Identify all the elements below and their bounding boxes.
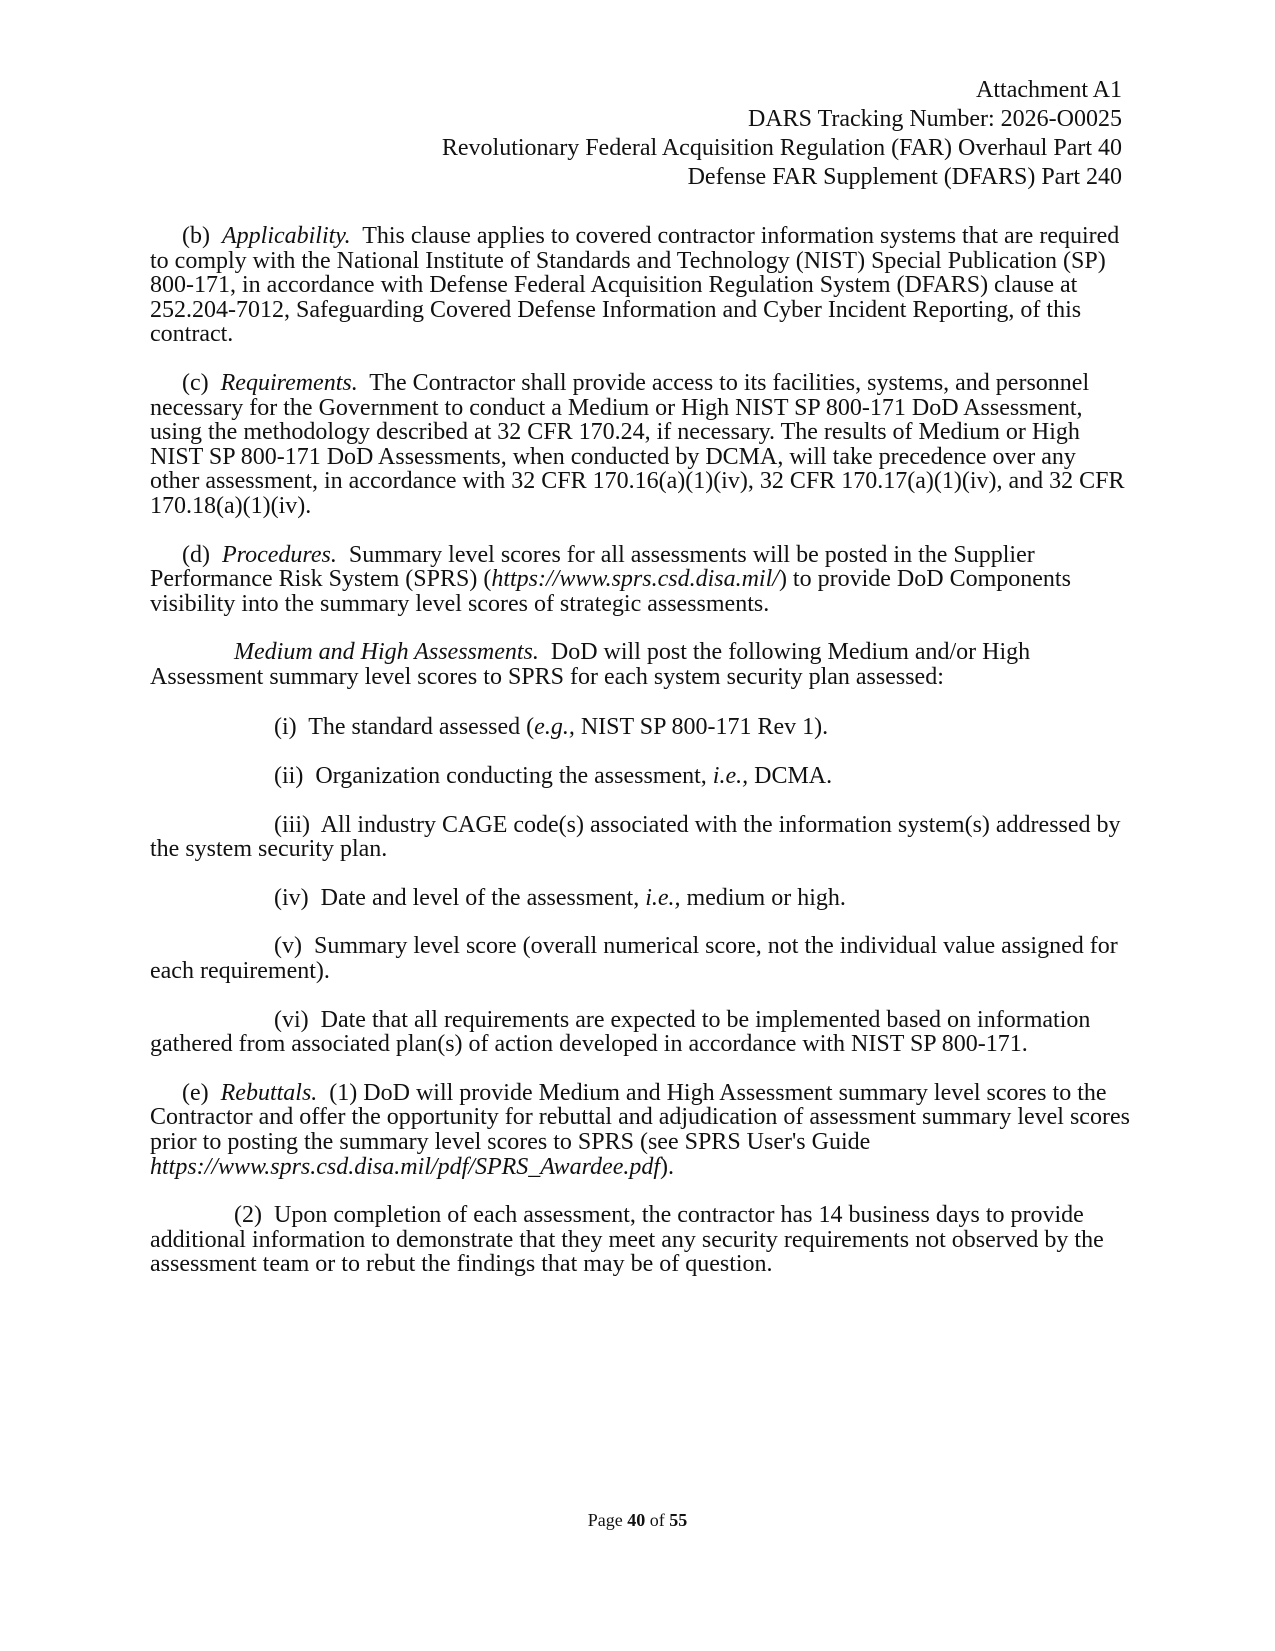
item-ii <box>150 763 1130 789</box>
paragraph-heading: Procedures. <box>221 541 337 568</box>
page-number: 40 <box>627 1510 646 1530</box>
item-text: The standard assessed ( <box>308 713 535 740</box>
paragraph-text: This clause applies to covered contractor information systems that are required to comply with the National Institute of Standards and Technology (NIST) Special Publication (SP) 800-171, in accordance with Defense Federal Acquisition Regulation System (DFARS) clause at 252.204-7012, Safeguarding Covered Defense Information and Cyber Incident Reporting, of this contract. <box>150 223 1120 348</box>
paragraph-d <box>150 543 1130 617</box>
paragraph-b <box>150 224 1130 347</box>
paragraph-number: (d) <box>182 541 210 568</box>
paragraph-heading: Applicability. <box>221 223 351 249</box>
clause-body <box>150 224 1130 1301</box>
item-number: (vi) <box>274 1006 309 1033</box>
header-far-part: Revolutionary Federal Acquisition Regulation (FAR) Overhaul Part 40 <box>441 135 1122 161</box>
header-dfars-part: Defense FAR Supplement (DFARS) Part 240 <box>687 164 1122 190</box>
item-text: Date that all requirements are expected to be implemented based on information gathered from associated plan(s) of action developed in accordance with NIST SP 800-171. <box>150 1006 1091 1058</box>
paragraph-heading: Rebuttals. <box>220 1079 318 1106</box>
paragraph-e <box>150 1081 1130 1179</box>
item-number: (v) <box>274 933 302 960</box>
sprs-link[interactable]: https://www.sprs.csd.disa.mil/ <box>491 566 779 593</box>
item-iv <box>150 886 1130 911</box>
paragraph-text: The Contractor shall provide access to its facilities, systems, and personnel necessary for the Government to conduct a Medium or High NIST SP 800-171 DoD Assessment, using the methodology described at 32 CFR 170.24, if necessary. The results of Medium or High NIST SP 800-171 DoD Assessments, when conducted by DCMA, will take precedence over any other assessment, in accordance with 32 CFR 170.16(a)(1)(iv), 32 CFR 170.17(a)(1)(iv), and 32 CFR 170.18(a)(1)(iv). <box>150 369 1125 519</box>
paragraph-e-2 <box>150 1203 1130 1277</box>
item-number: (iii) <box>274 811 310 838</box>
page-header <box>222 76 1122 192</box>
item-iii <box>150 813 1130 862</box>
item-text: medium or high. <box>680 884 846 911</box>
item-emphasis: i.e., <box>645 884 681 911</box>
item-text: NIST SP 800-171 Rev 1). <box>574 713 829 740</box>
paragraph-heading: Medium and High Assessments. <box>234 639 539 666</box>
paragraph-text: DoD will post the following Medium and/or High Assessment summary level scores to SPRS for each system security plan assessed: <box>150 639 1031 690</box>
paragraph-text: Upon completion of each assessment, the contractor has 14 business days to provide additional information to demonstrate that they meet any security requirements not observed by the assessment team or to rebut the findings that may be of question. <box>150 1202 1104 1278</box>
paragraph-text: ) to provide DoD Components visibility into the summary level scores of strategic assessments. <box>150 566 1071 617</box>
item-v <box>150 934 1130 983</box>
paragraph-number: (c) <box>182 369 209 396</box>
paragraph-number: (2) <box>234 1202 262 1229</box>
page-total: 55 <box>669 1510 688 1530</box>
paragraph-medium-high <box>150 640 1130 689</box>
item-text: DCMA. <box>748 763 833 790</box>
item-i <box>150 714 1130 740</box>
item-emphasis: i.e., <box>712 763 749 790</box>
item-number: (ii) <box>274 763 304 790</box>
header-attachment: Attachment A1 <box>976 77 1122 103</box>
of-label: of <box>649 1510 665 1530</box>
header-tracking-number: DARS Tracking Number: 2026-O0025 <box>747 106 1122 132</box>
sprs-guide-link[interactable]: https://www.sprs.csd.disa.mil/pdf/SPRS_Awardee.pdf <box>150 1153 661 1180</box>
paragraph-text: Summary level scores for all assessments will be posted in the Supplier Performance Risk System (SPRS) ( <box>150 541 1035 593</box>
page-label: Page <box>587 1510 623 1530</box>
item-emphasis: e.g., <box>534 713 575 740</box>
paragraph-number: (e) <box>182 1079 209 1106</box>
paragraph-number: (b) <box>182 223 210 249</box>
item-text: Date and level of the assessment, <box>320 884 646 911</box>
paragraph-heading: Requirements. <box>220 369 358 396</box>
paragraph-c <box>150 371 1130 519</box>
paragraph-text: (1) DoD will provide Medium and High Assessment summary level scores to the Contractor and offer the opportunity for rebuttal and adjudication of assessment summary level scores prior to posting the summary level scores to SPRS (see SPRS User's Guide <box>150 1079 1130 1156</box>
item-number: (iv) <box>274 884 309 911</box>
item-number: (i) <box>274 713 297 740</box>
paragraph-text: ). <box>660 1153 675 1180</box>
page-footer <box>0 1509 1275 1531</box>
item-text: Organization conducting the assessment, <box>315 763 713 790</box>
item-vi <box>150 1008 1130 1057</box>
item-text: Summary level score (overall numerical score, not the individual value assigned for each requirement). <box>150 933 1118 985</box>
item-text: All industry CAGE code(s) associated with the information system(s) addressed by the system security plan. <box>150 811 1121 863</box>
